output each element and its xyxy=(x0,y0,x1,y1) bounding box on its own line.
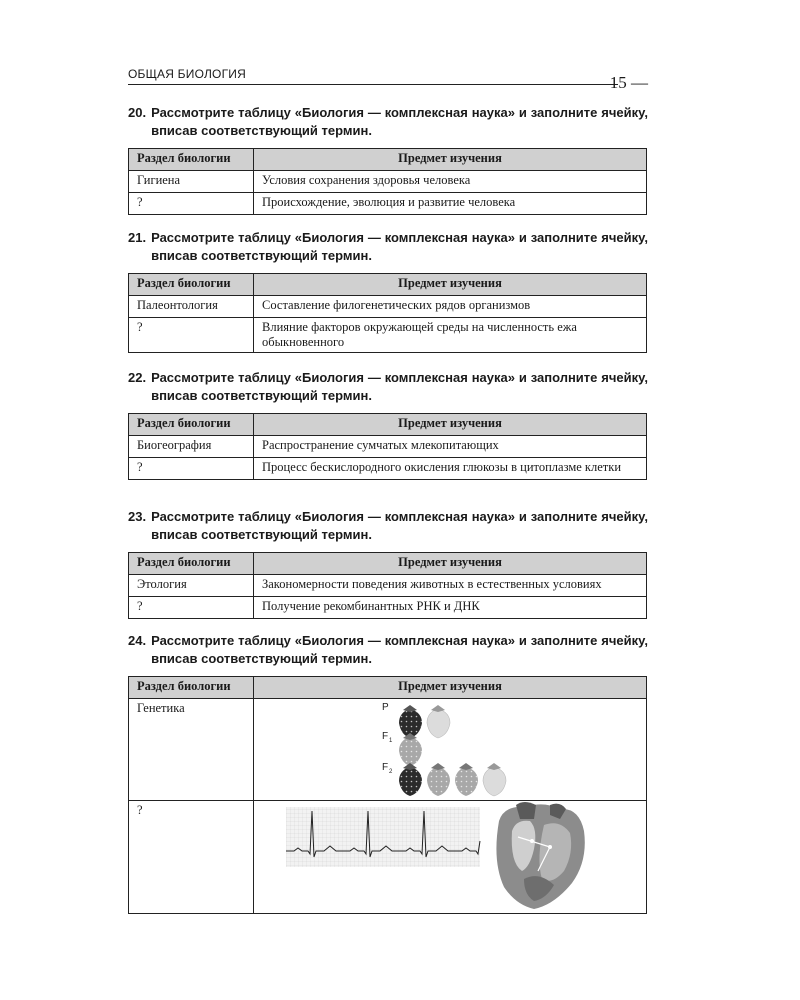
table-row xyxy=(129,597,647,619)
task-table xyxy=(128,273,647,353)
generation-label-f1: F xyxy=(382,731,389,742)
table-row xyxy=(129,699,647,801)
table-row xyxy=(129,318,647,353)
task-table xyxy=(128,676,647,914)
section-cell: Генетика xyxy=(129,699,254,801)
task-number: 21. xyxy=(128,230,147,245)
column-header-subject: Предмет изучения xyxy=(254,553,647,575)
strawberry-hybrid-icon xyxy=(455,763,478,796)
answer-cell[interactable]: ? xyxy=(129,597,254,619)
subject-cell: Влияние факторов окружающей среды на численность ежа обыкновенного xyxy=(254,318,647,353)
table-row xyxy=(129,801,647,914)
page-number: 15 — xyxy=(609,73,648,92)
task-24 xyxy=(128,632,648,914)
heart-cross-section-icon xyxy=(496,802,584,909)
task-number: 22. xyxy=(128,370,147,385)
task-text: Рассмотрите таблицу «Биология — комплексная наука» и заполните ячейку, вписав соответствующий термин. xyxy=(151,509,648,542)
task-table xyxy=(128,413,647,480)
table-row xyxy=(129,193,647,215)
section-cell: Палеонтология xyxy=(129,296,254,318)
table-header-row xyxy=(129,553,647,575)
subject-cell: Условия сохранения здоровья человека xyxy=(254,171,647,193)
column-header-subject: Предмет изучения xyxy=(254,414,647,436)
answer-cell[interactable]: ? xyxy=(129,193,254,215)
table-header-row xyxy=(129,414,647,436)
table-row xyxy=(129,575,647,597)
ecg-and-heart-illustration xyxy=(254,801,644,913)
answer-cell[interactable]: ? xyxy=(129,801,254,914)
table-row xyxy=(129,171,647,193)
ecg-trace xyxy=(286,807,480,867)
task-prompt xyxy=(128,508,648,544)
column-header-section: Раздел биологии xyxy=(129,274,254,296)
task-21 xyxy=(128,229,648,353)
subject-cell: Получение рекомбинантных РНК и ДНК xyxy=(254,597,647,619)
answer-cell[interactable]: ? xyxy=(129,458,254,480)
subject-cell: Распространение сумчатых млекопитающих xyxy=(254,436,647,458)
running-title: ОБЩАЯ БИОЛОГИЯ xyxy=(128,67,246,81)
answer-cell[interactable]: ? xyxy=(129,318,254,353)
subject-cell: Происхождение, эволюция и развитие человека xyxy=(254,193,647,215)
task-table xyxy=(128,148,647,215)
strawberry-hybrid-icon xyxy=(427,763,450,796)
column-header-subject: Предмет изучения xyxy=(254,149,647,171)
table-row xyxy=(129,296,647,318)
column-header-subject: Предмет изучения xyxy=(254,677,647,699)
generation-label-p: P xyxy=(382,702,389,713)
task-text: Рассмотрите таблицу «Биология — комплексная наука» и заполните ячейку, вписав соответствующий термин. xyxy=(151,370,648,403)
subject-cell: Составление филогенетических рядов организмов xyxy=(254,296,647,318)
task-text: Рассмотрите таблицу «Биология — комплексная наука» и заполните ячейку, вписав соответствующий термин. xyxy=(151,105,648,138)
task-prompt xyxy=(128,632,648,668)
task-table xyxy=(128,552,647,619)
generation-label-f2-sub: 2 xyxy=(389,769,393,775)
generation-label-f1-sub: 1 xyxy=(389,738,393,744)
task-text: Рассмотрите таблицу «Биология — комплексная наука» и заполните ячейку, вписав соответствующий термин. xyxy=(151,633,648,666)
header-rule xyxy=(128,84,618,85)
section-cell: Гигиена xyxy=(129,171,254,193)
table-row xyxy=(129,436,647,458)
task-text: Рассмотрите таблицу «Биология — комплексная наука» и заполните ячейку, вписав соответствующий термин. xyxy=(151,230,648,263)
column-header-section: Раздел биологии xyxy=(129,414,254,436)
task-prompt xyxy=(128,369,648,405)
task-22 xyxy=(128,369,648,480)
table-header-row xyxy=(129,149,647,171)
task-number: 24. xyxy=(128,633,147,648)
column-header-subject: Предмет изучения xyxy=(254,274,647,296)
strawberry-cross-diagram xyxy=(254,699,644,800)
strawberry-hybrid-icon xyxy=(399,733,422,766)
subject-cell-image xyxy=(254,801,647,914)
strawberry-dark-icon xyxy=(399,705,422,738)
column-header-section: Раздел биологии xyxy=(129,553,254,575)
task-20 xyxy=(128,104,648,215)
subject-cell: Закономерности поведения животных в естественных условиях xyxy=(254,575,647,597)
table-header-row xyxy=(129,274,647,296)
table-row xyxy=(129,458,647,480)
task-prompt xyxy=(128,104,648,140)
subject-cell: Процесс бескислородного окисления глюкозы в цитоплазме клетки xyxy=(254,458,647,480)
table-header-row xyxy=(129,677,647,699)
section-cell: Этология xyxy=(129,575,254,597)
task-number: 20. xyxy=(128,105,147,120)
strawberry-dark-icon xyxy=(399,763,422,796)
column-header-section: Раздел биологии xyxy=(129,149,254,171)
task-number: 23. xyxy=(128,509,147,524)
strawberry-light-icon xyxy=(483,763,506,796)
column-header-section: Раздел биологии xyxy=(129,677,254,699)
subject-cell-image xyxy=(254,699,647,801)
section-cell: Биогеография xyxy=(129,436,254,458)
strawberry-light-icon xyxy=(427,705,450,738)
page-header xyxy=(128,64,648,94)
task-prompt xyxy=(128,229,648,265)
page-number-value: 15 xyxy=(609,73,627,92)
task-23 xyxy=(128,508,648,619)
generation-label-f2: F xyxy=(382,762,389,773)
